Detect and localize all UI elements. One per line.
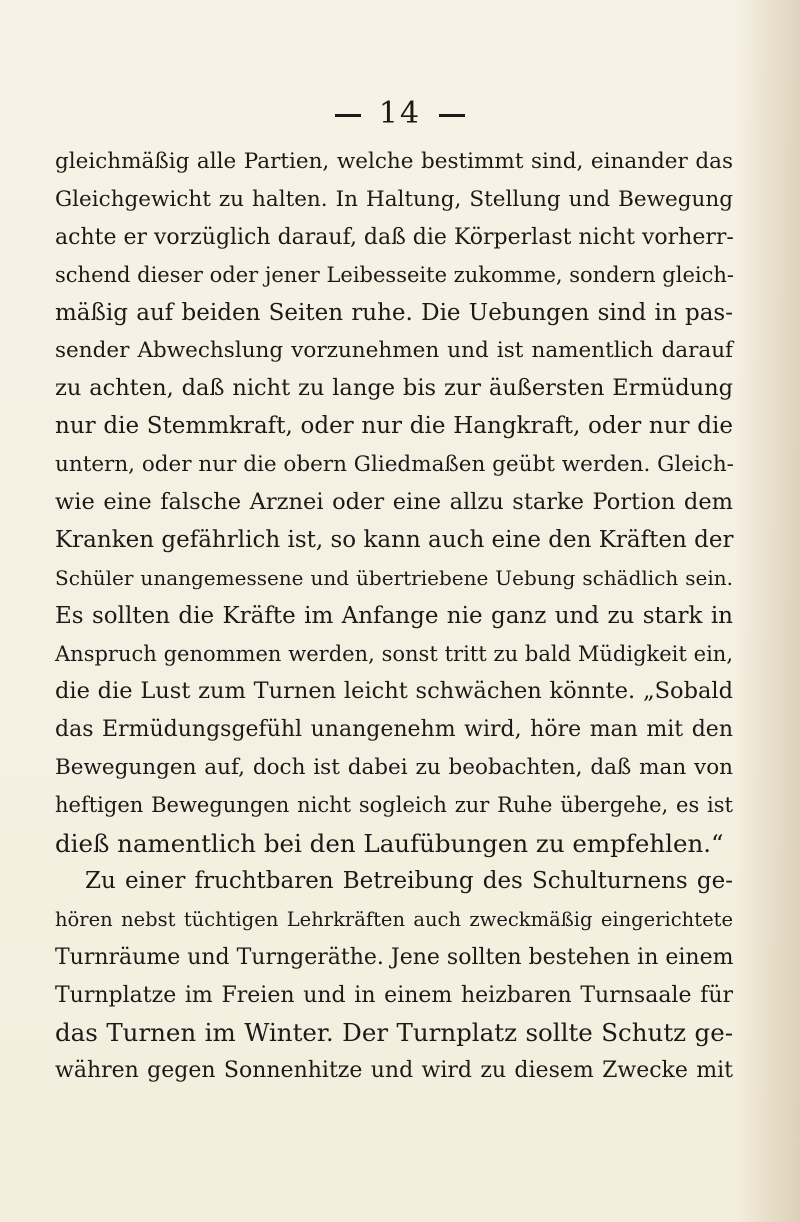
text-line: Zu einer fruchtbaren Betreibung des Schulturnens ge- <box>85 867 733 894</box>
text-line: heftigen Bewegungen nicht sogleich zur Ruhe übergehe, es ist <box>55 793 733 818</box>
text-line: Anspruch genommen werden, sonst tritt zu bald Müdigkeit ein, <box>55 641 733 666</box>
header-dash-left <box>335 114 361 117</box>
text-line: Gleichgewicht zu halten. In Haltung, Stellung und Bewegung <box>55 186 733 212</box>
header-dash-right <box>439 114 465 117</box>
text-line: wie eine falsche Arznei oder eine allzu starke Portion dem <box>55 489 733 516</box>
text-line: Turnräume und Turngeräthe. Jene sollten bestehen in einem <box>55 944 734 970</box>
text-line: währen gegen Sonnenhitze und wird zu diesem Zwecke mit <box>55 1058 733 1084</box>
text-line: Turnplatze im Freien und in einem heizbaren Turnsaale für <box>55 982 733 1008</box>
text-line: die die Lust zum Turnen leicht schwächen könnte. „Sobald <box>55 678 733 705</box>
text-line: nur die Stemmkraft, oder nur die Hangkraft, oder nur die <box>55 413 733 440</box>
text-line: mäßig auf beiden Seiten ruhe. Die Uebungen sind in pas- <box>55 299 733 326</box>
text-line: zu achten, daß nicht zu lange bis zur äußersten Ermüdung <box>55 375 733 402</box>
text-line: hören nebst tüchtigen Lehrkräften auch zweckmäßig eingerichtete <box>55 907 733 931</box>
text-line: sender Abwechslung vorzunehmen und ist namentlich darauf <box>55 338 733 364</box>
text-line: das Ermüdungsgefühl unangenehm wird, höre man mit den <box>55 717 733 743</box>
text-line: Kranken gefährlich ist, so kann auch eine den Kräften der <box>55 526 734 553</box>
text-line: schend dieser oder jener Leibesseite zukomme, sondern gleich- <box>55 262 734 287</box>
text-line: Bewegungen auf, doch ist dabei zu beobachten, daß man von <box>55 755 733 781</box>
text-line: untern, oder nur die obern Gliedmaßen geübt werden. Gleich- <box>55 452 734 478</box>
page-header <box>0 96 800 131</box>
text-line: achte er vorzüglich darauf, daß die Körperlast nicht vorherr- <box>55 224 734 250</box>
page-number: 14 <box>378 96 422 131</box>
text-line: dieß namentlich bei den Laufübungen zu empfehlen.“ <box>55 829 724 859</box>
text-line: das Turnen im Winter. Der Turnplatz sollte Schutz ge- <box>55 1018 733 1048</box>
body-text <box>55 143 733 1090</box>
margin-speck <box>765 820 773 828</box>
text-line: gleichmäßig alle Partien, welche bestimmt sind, einander das <box>55 149 733 174</box>
text-line: Schüler unangemessene und übertriebene Uebung schädlich sein. <box>55 565 733 590</box>
text-line: Es sollten die Kräfte im Anfange nie ganz und zu stark in <box>55 602 733 629</box>
